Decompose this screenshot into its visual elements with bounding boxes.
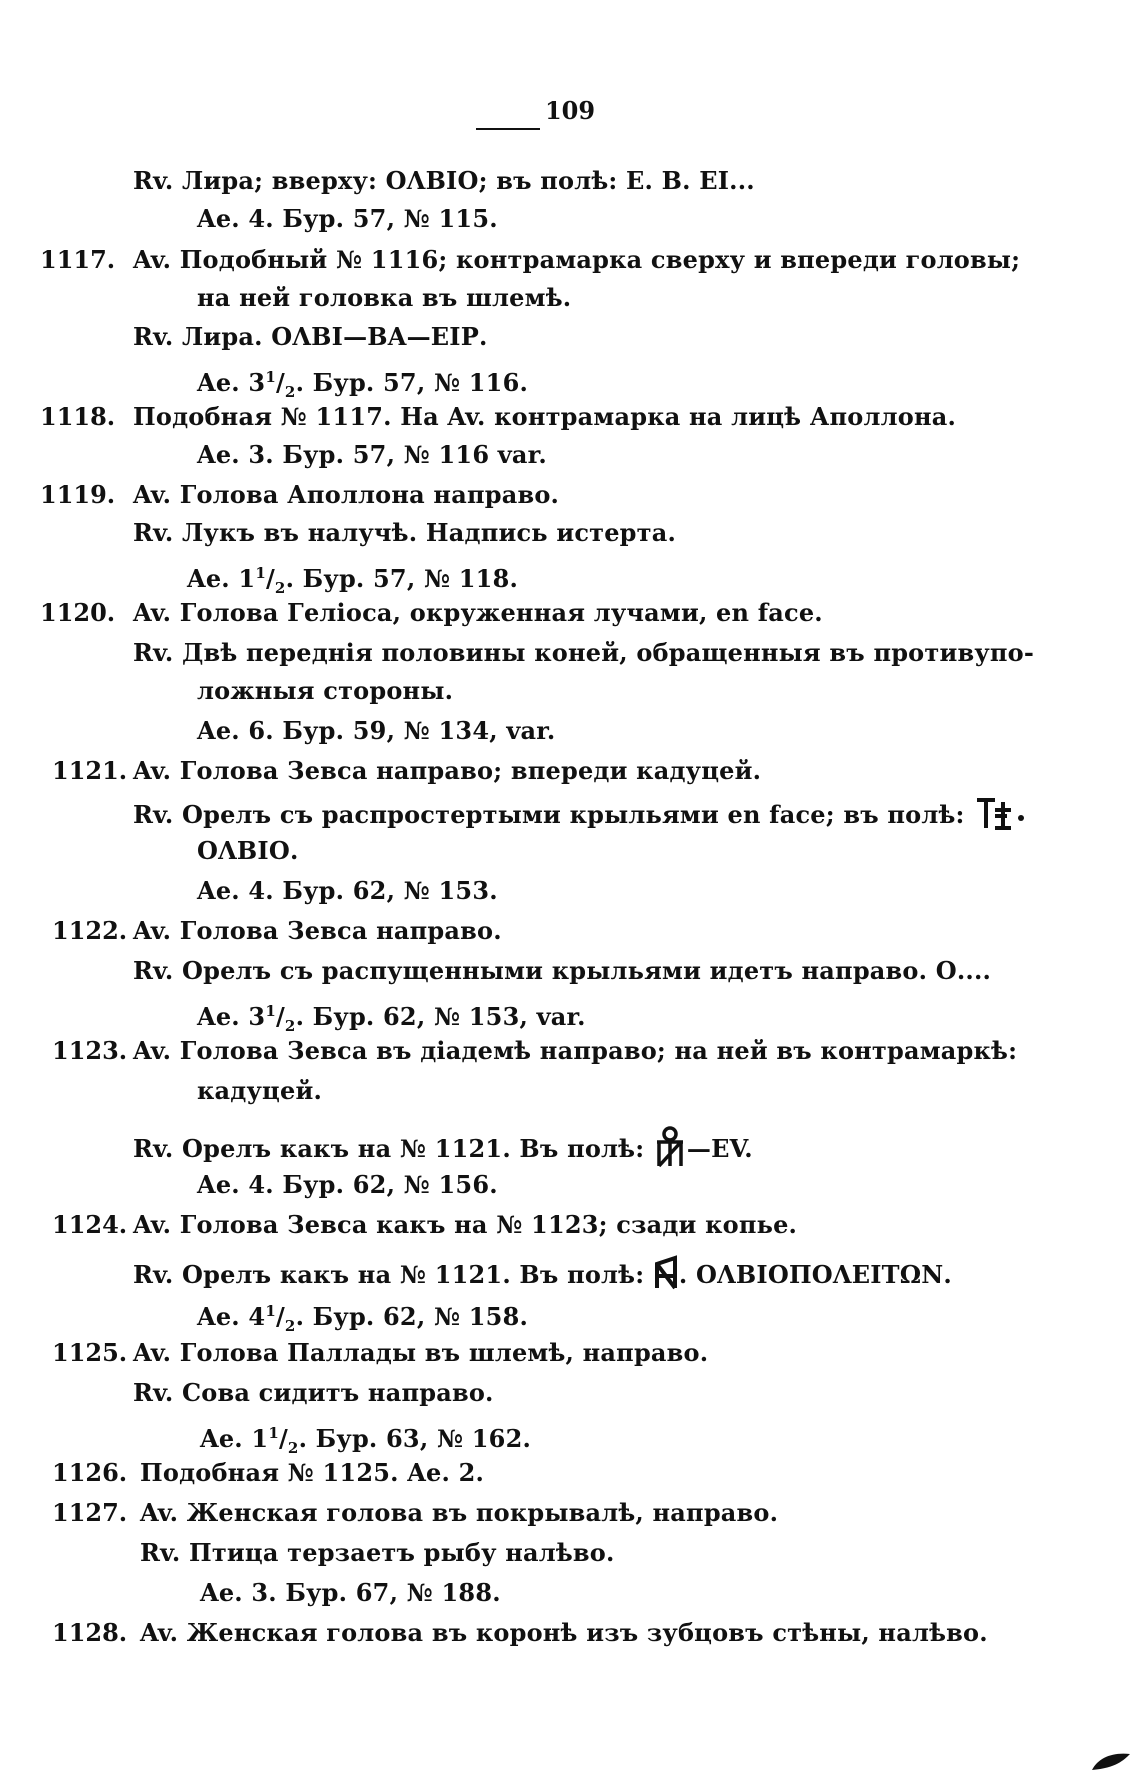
entry-text: Ae. 3 [197,1002,266,1031]
entry-text: Rv. Орелъ какъ на № 1121. Въ полѣ: [133,1260,645,1289]
fraction-denominator: 2 [284,1316,296,1335]
fraction-numerator: 1 [265,1002,276,1020]
entry-line: Ae. 6. Бур. 59, № 134, var. [197,716,556,745]
entry-line: кадуцей. [197,1076,322,1105]
entry-line: Rv. Лира; вверху: ΟΛΒΙΟ; въ полѣ: Ε. Β. ΕΙ... [133,166,755,195]
entry-line: Av. Подобный № 1116; контрамарка сверху и впереди головы; [133,245,1021,274]
entry-line: Av. Голова Аполлона направо. [133,480,560,509]
fraction-denominator: 2 [274,578,286,597]
entry-line: Подобная № 1125. Ae. 2. [140,1458,485,1487]
entry-line: ложныя стороны. [197,676,454,705]
entry-line: Rv. Лукъ въ налучѣ. Надпись истерта. [133,518,677,547]
entry-line: на ней головка въ шлемѣ. [197,283,572,312]
entry-line: ΟΛΒΙΟ. [197,836,299,865]
entry-text: Ae. 1 [187,564,256,593]
fraction-numerator: 1 [265,1302,276,1320]
monogram-icon [653,1254,679,1299]
entry-number: 1119. [40,480,116,509]
entry-text: . Бур. 57, № 118. [285,564,519,593]
entry-line: Av. Голова Геліоса, окруженная лучами, en face. [133,598,823,627]
entry-number: 1124. [52,1210,128,1239]
entry-number: 1128. [52,1618,128,1647]
entry-line [200,1418,531,1463]
entry-text: Ae. 1 [200,1424,269,1453]
entry-line: Rv. Сова сидитъ направо. [133,1378,494,1407]
entry-number: 1117. [40,245,116,274]
page-number: 109 [544,96,596,125]
fraction-slash: / [265,564,275,593]
entry-text: Ae. 4 [197,1302,266,1331]
page-number-rule [476,128,540,130]
entry-line: Ae. 4. Бур. 62, № 153. [197,876,498,905]
ink-blot-mark [1090,1750,1132,1772]
entry-line [187,558,518,603]
entry-line [197,362,528,407]
fraction-numerator: 1 [265,368,276,386]
entry-text: Rv. Орелъ съ распростертыми крыльями en face; въ полѣ: [133,800,965,829]
entry-number: 1123. [52,1036,128,1065]
fraction-numerator: 1 [255,564,266,582]
entry-text: . Бур. 62, № 158. [295,1302,529,1331]
entry-text: . Бур. 57, № 116. [295,368,529,397]
entry-line [197,996,586,1041]
fraction-denominator: 2 [284,382,296,401]
entry-line: Ae. 3. Бур. 67, № 188. [200,1578,501,1607]
entry-line: Ae. 4. Бур. 62, № 156. [197,1170,498,1199]
fraction-denominator: 2 [284,1016,296,1035]
fraction-numerator: 1 [268,1424,279,1442]
entry-line: Подобная № 1117. На Av. контрамарка на лицѣ Аполлона. [133,402,957,431]
entry-line: Av. Женская голова въ коронѣ изъ зубцовъ стѣны, налѣво. [140,1618,988,1647]
entry-number: 1120. [40,598,116,627]
entry-line [133,1254,952,1299]
monogram-icon [653,1126,687,1175]
entry-line: Av. Женская голова въ покрывалѣ, направо. [140,1498,779,1527]
entry-number: 1118. [40,402,116,431]
entry-line: Rv. Двѣ переднія половины коней, обращенныя въ противупо- [133,638,1035,667]
entry-line: Av. Голова Зевса въ діадемѣ направо; на ней въ контрамаркѣ: [133,1036,1018,1065]
entry-line [133,796,1029,837]
entry-line: Rv. Птица терзаетъ рыбу налѣво. [140,1538,615,1567]
entry-number: 1121. [52,756,128,785]
entry-line: Ae. 4. Бур. 57, № 115. [197,204,498,233]
entry-line: Av. Голова Паллады въ шлемѣ, направо. [133,1338,709,1367]
entry-line: Av. Голова Зевса направо; впереди кадуцей. [133,756,762,785]
entry-text: Ae. 3 [197,368,266,397]
entry-line: Av. Голова Зевса направо. [133,916,502,945]
entry-line: Rv. Орелъ съ распущенными крыльями идетъ направо. Ο.... [133,956,992,985]
entry-line: Ae. 3. Бур. 57, № 116 var. [197,440,547,469]
entry-number: 1122. [52,916,128,945]
fraction-slash: / [275,1002,285,1031]
entry-line: Av. Голова Зевса какъ на № 1123; сзади копье. [133,1210,798,1239]
fraction-slash: / [275,368,285,397]
entry-line [197,1296,528,1341]
entry-text: . ΟΛΒΙΟΠΟΛΕΙΤΩΝ. [678,1260,952,1289]
entry-line [133,1126,753,1175]
fraction-slash: / [275,1302,285,1331]
entry-text: Rv. Орелъ какъ на № 1121. Въ полѣ: [133,1134,645,1163]
monogram-icon [973,796,1029,837]
entry-text: . Бур. 63, № 162. [298,1424,532,1453]
entry-text: . Бур. 62, № 153, var. [295,1002,586,1031]
entry-number: 1126. [52,1458,128,1487]
fraction-slash: / [278,1424,288,1453]
entry-line: Rv. Лира. ΟΛΒΙ—ΒΑ—ΕΙΡ. [133,322,488,351]
entry-text: —EV. [686,1134,753,1163]
fraction-denominator: 2 [287,1438,299,1457]
entry-number: 1127. [52,1498,128,1527]
entry-number: 1125. [52,1338,128,1367]
